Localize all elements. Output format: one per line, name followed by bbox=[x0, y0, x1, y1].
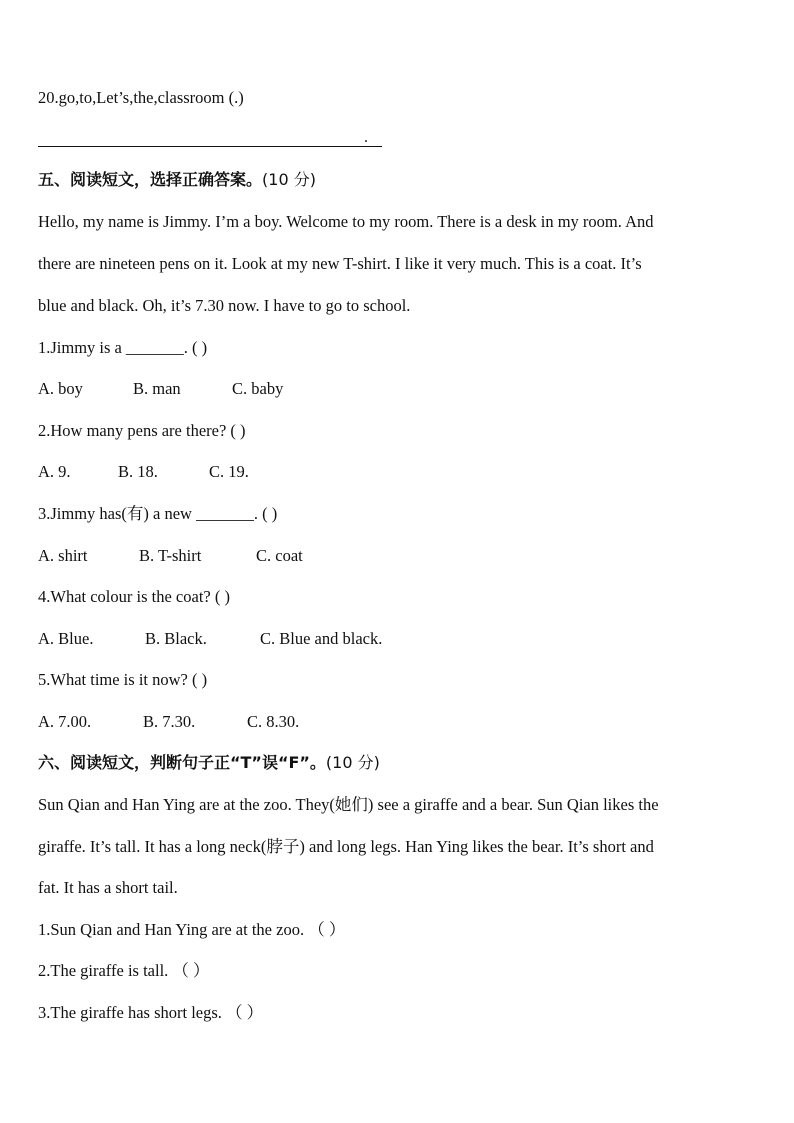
option-b: B. 7.30. bbox=[143, 712, 196, 731]
option-b: B. T-shirt bbox=[139, 546, 202, 565]
passage-line: giraffe. It’s tall. It has a long neck(脖子) and long legs. Han Ying likes the bear. It’s short and bbox=[38, 837, 654, 856]
option-c: C. coat bbox=[256, 546, 303, 565]
option-c: C. Blue and black. bbox=[260, 629, 383, 648]
options-row bbox=[38, 546, 303, 566]
option-c: C. baby bbox=[232, 379, 284, 398]
statement: 1.Sun Qian and Han Ying are at the zoo. （ ） bbox=[38, 920, 346, 939]
question-text: 3.Jimmy has(有) a new _______. ( ) bbox=[38, 504, 278, 523]
answer-line bbox=[38, 146, 382, 147]
option-a: A. boy bbox=[38, 379, 83, 398]
question-text: 5.What time is it now? ( ) bbox=[38, 670, 208, 689]
passage-line: blue and black. Oh, it’s 7.30 now. I have to go to school. bbox=[38, 296, 411, 315]
section-6-score: (10 分) bbox=[325, 753, 380, 772]
passage-line: fat. It has a short tail. bbox=[38, 878, 178, 897]
passage-line: Hello, my name is Jimmy. I’m a boy. Welcome to my room. There is a desk in my room. And bbox=[38, 212, 654, 231]
section-6-title bbox=[38, 753, 380, 773]
options-row bbox=[38, 379, 283, 399]
option-b: B. Black. bbox=[145, 629, 207, 648]
section-5-score: (10 分) bbox=[262, 170, 316, 189]
option-a: A. 7.00. bbox=[38, 712, 92, 731]
question-text: 2.How many pens are there? ( ) bbox=[38, 421, 246, 440]
question-text: 4.What colour is the coat? ( ) bbox=[38, 587, 230, 606]
option-c: C. 19. bbox=[209, 462, 249, 481]
section-5-title-text: 五、阅读短文，选择正确答案。 bbox=[38, 170, 263, 189]
option-a: A. 9. bbox=[38, 462, 71, 481]
question-20-text: 20.go,to,Let’s,the,classroom (.) bbox=[38, 88, 244, 107]
options-row bbox=[38, 629, 382, 649]
options-row bbox=[38, 712, 299, 732]
answer-line-period: . bbox=[364, 129, 368, 146]
statement: 2.The giraffe is tall. （ ） bbox=[38, 961, 210, 980]
option-a: A. shirt bbox=[38, 546, 88, 565]
option-a: A. Blue. bbox=[38, 629, 94, 648]
question-text: 1.Jimmy is a _______. ( ) bbox=[38, 338, 208, 357]
statement: 3.The giraffe has short legs. （ ） bbox=[38, 1003, 264, 1022]
option-c: C. 8.30. bbox=[247, 712, 300, 731]
option-b: B. 18. bbox=[118, 462, 158, 481]
section-6-title-text: 六、阅读短文，判断句子正“T”误“F”。 bbox=[38, 753, 326, 772]
passage-line: Sun Qian and Han Ying are at the zoo. They(她们) see a giraffe and a bear. Sun Qian likes the bbox=[38, 795, 659, 814]
options-row bbox=[38, 462, 249, 482]
option-b: B. man bbox=[133, 379, 181, 398]
passage-line: there are nineteen pens on it. Look at my new T-shirt. I like it very much. This is a coat. It’s bbox=[38, 254, 642, 273]
section-5-title bbox=[38, 170, 316, 190]
